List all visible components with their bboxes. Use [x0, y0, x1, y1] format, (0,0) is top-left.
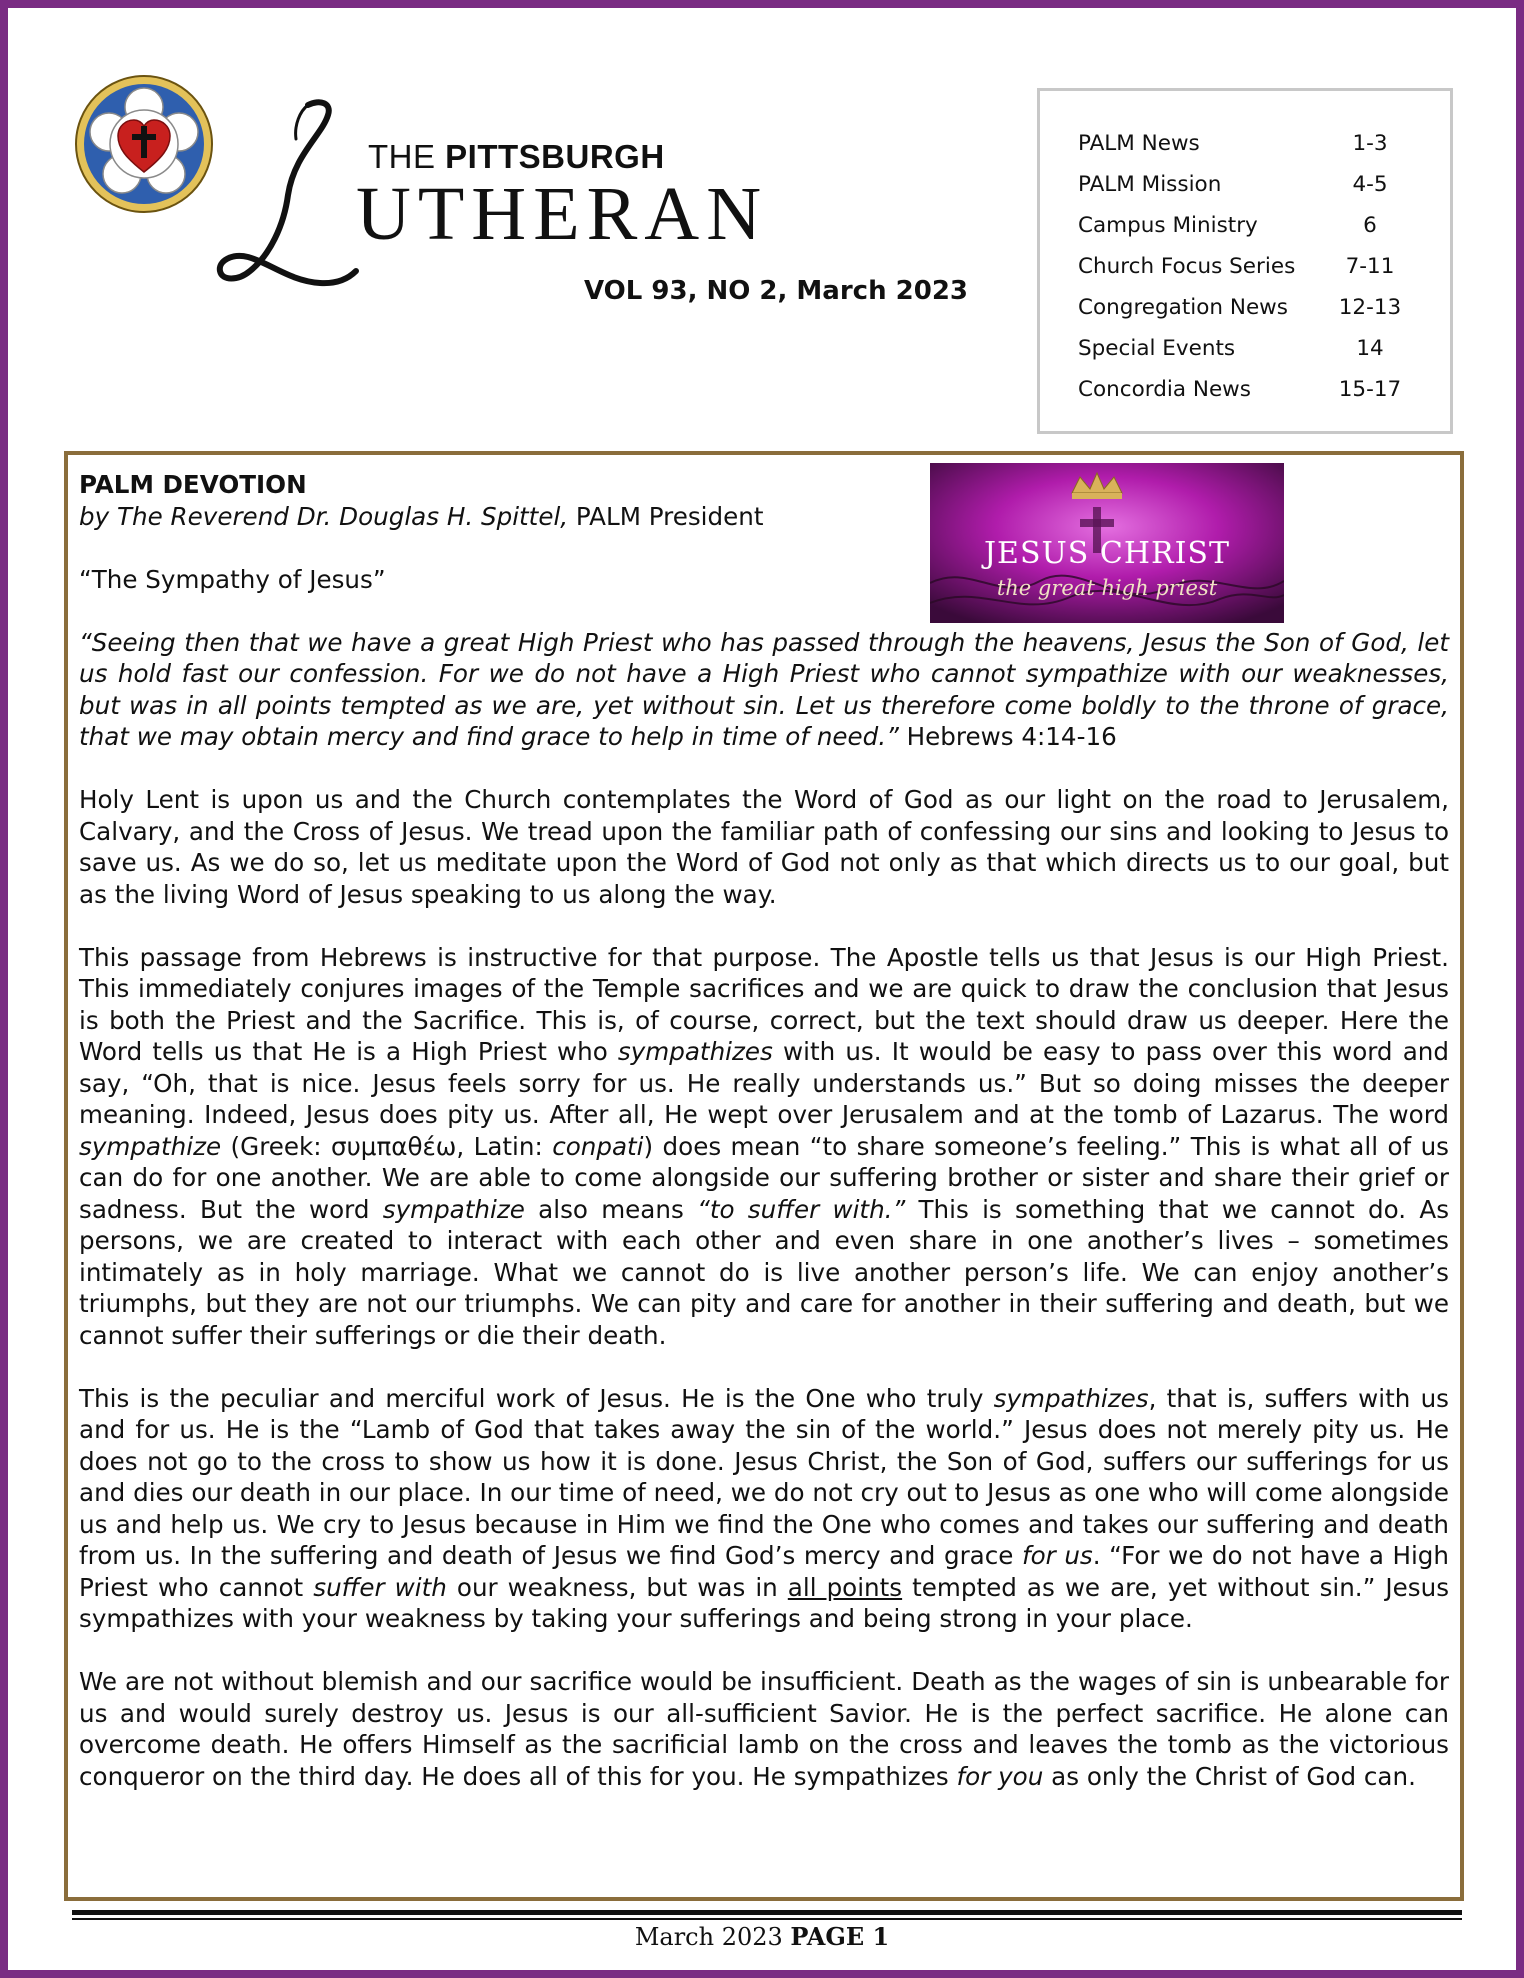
image-subtitle: the great high priest — [996, 576, 1218, 600]
toc-item[interactable]: Church Focus Series 7-11 — [1078, 254, 1395, 279]
paragraph-2: This passage from Hebrews is instructive for that purpose. The Apostle tells us that Jesus is our High Priest. This immediately conjures images of the Temple sacrifices and we are quick to draw the conclusion that Jesus is both the Priest and the Sacrifice. This is, of course, correct, but the text should draw us deeper. Here the Word tells us that He is a High Priest who sympathizes with us. It would be easy to pass over this word and say, “Oh, that is nice. Jesus feels sorry for us. He really understands us.” But so doing misses the deeper meaning. Indeed, Jesus does pity us. After all, He wept over Jerusalem and at the tomb of Lazarus. The word sympathize (Greek: συμπαθέω, Latin: conpati) does mean “to share someone’s feeling.” This is what all of us can do for one another. We are able to come alongside our suffering brother or sister and share their grief or sadness. But the word sympathize also means “to suffer with.” This is something that we cannot do. As persons, we are created to interact with each other and even share in one another’s lives – sometimes intimately as in holy marriage. What we cannot do is live another person’s life. We can enjoy another’s triumphs, but they are not our triumphs. We can pity and care for another in their suffering and death, but we cannot suffer their sufferings or die their death. — [79, 942, 1450, 1350]
paragraph-1: Holy Lent is upon us and the Church contemplates the Word of God as our light on the road to Jerusalem, Calvary, and the Cross of Jesus. We tread upon the familiar path of confessing our sins and looking to Jesus to save us. As we do so, let us meditate upon the Word of God not only as that which directs us to our goal, but as the living Word of Jesus speaking to us along the way. — [79, 785, 1449, 909]
toc-item[interactable]: Special Events 14 — [1078, 336, 1384, 361]
luther-rose-seal-icon — [74, 74, 214, 214]
article-byline: by The Reverend Dr. Douglas H. Spittel, PALM President — [79, 501, 764, 531]
page-footer: March 2023 PAGE 1 — [634, 1922, 890, 1951]
toc-item[interactable]: Concordia News 15-17 — [1078, 377, 1402, 402]
paragraph-3: This is the peculiar and merciful work of Jesus. He is the One who truly sympathizes, that is, suffers with us and for us. He is the “Lamb of God that takes away the sin of the world.” Jesus does not merely pity us. He does not go to the cross to show us how it is done. Jesus Christ, the Son of God, suffers our sufferings for us and dies our death in our place. In our time of need, we do not cry out to Jesus as one who will come alongside us and help us. We cry to Jesus because in Him we find the One who comes and takes our suffering and death from us. In the suffering and death of Jesus we find God’s mercy and grace for us. “For we do not have a High Priest who cannot suffer with our weakness, but was in all points tempted as we are, yet without sin.” Jesus sympathizes with your weakness by taking your sufferings and being strong in your place. — [79, 1383, 1450, 1633]
masthead-subtitle: THE PITTSBURGH — [368, 138, 665, 175]
table-of-contents — [1037, 88, 1453, 434]
toc-item[interactable]: PALM Mission 4-5 — [1078, 172, 1388, 197]
masthead-script-l — [210, 95, 360, 295]
jesus-christ-high-priest-image — [930, 463, 1284, 623]
article-title: “The Sympathy of Jesus” — [79, 564, 386, 594]
scripture-quote: “Seeing then that we have a great High Priest who has passed through the heavens, Jesus the Son of God, let us hold fast our confession. For we do not have a High Priest who cannot sympathize with our weaknesses, but was in all points tempted as we are, yet without sin. Let us therefore come boldly to the throne of grace, that we may obtain mercy and find grace to help in time of need.” Hebrews 4:14-16 — [79, 627, 1449, 751]
footer-rule-thick — [72, 1910, 1462, 1915]
masthead-title: UTHERAN — [356, 172, 769, 256]
toc-item[interactable]: Congregation News 12-13 — [1078, 295, 1402, 320]
footer-rule-thin — [72, 1918, 1462, 1920]
toc-item[interactable]: Campus Ministry 6 — [1078, 213, 1377, 238]
article-heading: PALM DEVOTION — [79, 470, 307, 499]
paragraph-4: We are not without blemish and our sacrifice would be insufficient. Death as the wages of sin is unbearable for us and would surely destroy us. Jesus is our all-sufficient Savior. He is the perfect sacrifice. He alone can overcome death. He offers Himself as the sacrificial lamb on the cross and leaves the tomb as the victorious conqueror on the third day. He does all of this for you. He sympathizes for you as only the Christ of God can. — [79, 1667, 1449, 1791]
image-title: JESUS CHRIST — [984, 536, 1230, 571]
palm-devotion-article — [64, 451, 1464, 1901]
toc-item[interactable]: PALM News 1-3 — [1078, 131, 1388, 156]
volume-line: VOL 93, NO 2, March 2023 — [584, 276, 969, 306]
